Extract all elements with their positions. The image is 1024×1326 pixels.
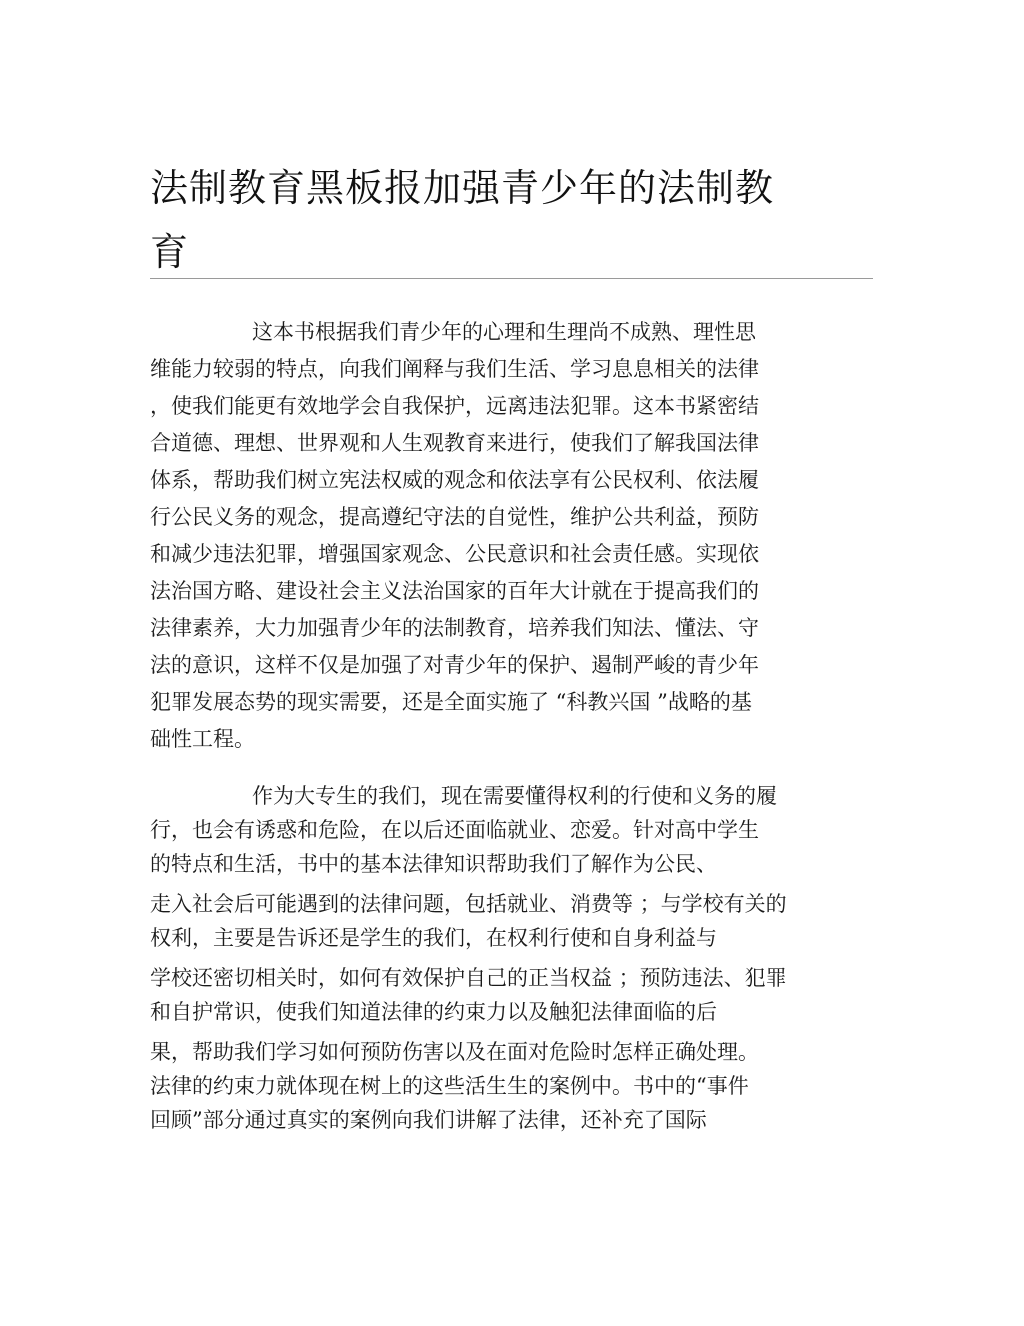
paragraph-1-line: 犯罪发展态势的现实需要，还是全面实施了 “科教兴国 ”战略的基 — [150, 690, 752, 714]
paragraph-1-line: ，使我们能更有效地学会自我保护，远离违法犯罪。这本书紧密结 — [150, 394, 759, 418]
paragraph-1-line: 和减少违法犯罪，增强国家观念、公民意识和社会责任感。实现依 — [150, 542, 759, 566]
paragraph-1-line: 础性工程。 — [150, 727, 255, 751]
paragraph-1 — [150, 314, 759, 758]
paragraph-1-line: 体系，帮助我们树立宪法权威的观念和依法享有公民权利、依法履 — [150, 468, 759, 492]
paragraph-2-line: 的特点和生活，书中的基本法律知识帮助我们了解作为公民、 — [150, 852, 717, 876]
paragraph-1-line: 维能力较弱的特点，向我们阐释与我们生活、学习息息相关的法律 — [150, 357, 759, 381]
paragraph-2-line: 法律的约束力就体现在树上的这些活生生的案例中。书中的“事件 — [150, 1074, 749, 1098]
paragraph-2-line: 作为大专生的我们，现在需要懂得权利的行使和义务的履 — [252, 784, 777, 808]
paragraph-2-line: 行，也会有诱惑和危险，在以后还面临就业、恋爱。针对高中学生 — [150, 818, 759, 842]
paragraph-2-line: 学校还密切相关时，如何有效保护自己的正当权益 ；预防违法、犯罪 — [150, 966, 787, 990]
paragraph-1-line: 合道德、理想、世界观和人生观教育来进行，使我们了解我国法律 — [150, 431, 759, 455]
title-line-2: 育 — [150, 230, 190, 274]
paragraph-2-line: 和自护常识，使我们知道法律的约束力以及触犯法律面临的后 — [150, 1000, 717, 1024]
paragraph-2-line: 回顾”部分通过真实的案例向我们讲解了法律，还补充了国际 — [150, 1108, 707, 1132]
paragraph-1-line: 法律素养，大力加强青少年的法制教育，培养我们知法、懂法、守 — [150, 616, 759, 640]
paragraph-2-line: 走入社会后可能遇到的法律问题，包括就业、消费等 ；与学校有关的 — [150, 892, 787, 916]
title-divider — [150, 278, 873, 279]
title-line-1: 法制教育黑板报加强青少年的法制教 — [150, 166, 775, 210]
paragraph-1-line: 法治国方略、建设社会主义法治国家的百年大计就在于提高我们的 — [150, 579, 759, 603]
paragraph-1-line: 行公民义务的观念，提高遵纪守法的自觉性，维护公共利益，预防 — [150, 505, 759, 529]
paragraph-2-line: 权利，主要是告诉还是学生的我们，在权利行使和自身利益与 — [150, 926, 717, 950]
paragraph-2-line: 果，帮助我们学习如何预防伤害以及在面对危险时怎样正确处理。 — [150, 1040, 759, 1064]
paragraph-1-line: 这本书根据我们青少年的心理和生理尚不成熟、理性思 — [252, 320, 756, 344]
document-title — [150, 156, 830, 284]
paragraph-1-line: 法的意识，这样不仅是加强了对青少年的保护、遏制严峻的青少年 — [150, 653, 759, 677]
